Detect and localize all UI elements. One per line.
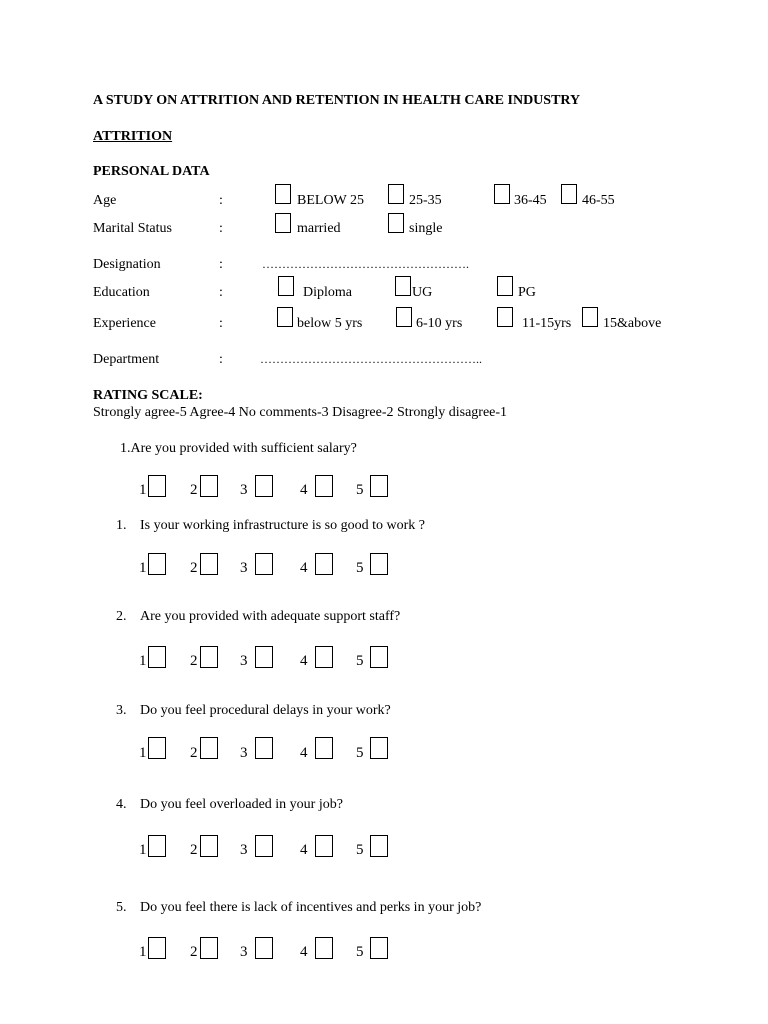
rating-label: 1 bbox=[139, 745, 147, 761]
rating-label: 4 bbox=[300, 653, 308, 669]
rating-box-3[interactable] bbox=[255, 737, 273, 759]
education-option-ug: UG bbox=[412, 285, 433, 300]
question-text: Are you provided with sufficient salary? bbox=[130, 441, 357, 456]
rating-label: 5 bbox=[356, 745, 364, 761]
rating-box-2[interactable] bbox=[200, 937, 218, 959]
age-label: Age bbox=[93, 193, 117, 208]
age-option-25-35: 25-35 bbox=[409, 193, 442, 208]
document-title: A STUDY ON ATTRITION AND RETENTION IN HEALTH CARE INDUSTRY bbox=[93, 93, 581, 108]
rating-label: 1 bbox=[139, 653, 147, 669]
experience-option-15-above: 15&above bbox=[603, 316, 662, 331]
rating-box-4[interactable] bbox=[315, 646, 333, 668]
designation-colon: : bbox=[219, 257, 223, 272]
age-option-46-55: 46-55 bbox=[582, 193, 615, 208]
age-option-36-45: 36-45 bbox=[514, 193, 547, 208]
rating-label: 4 bbox=[300, 842, 308, 858]
rating-box-1[interactable] bbox=[148, 737, 166, 759]
marital-option-married: married bbox=[297, 221, 341, 236]
age-colon: : bbox=[219, 193, 223, 208]
rating-box-2[interactable] bbox=[200, 835, 218, 857]
rating-label: 2 bbox=[190, 482, 198, 498]
experience-checkbox-11-15[interactable] bbox=[497, 307, 513, 327]
rating-box-1[interactable] bbox=[148, 646, 166, 668]
rating-label: 2 bbox=[190, 745, 198, 761]
rating-label: 2 bbox=[190, 560, 198, 576]
age-checkbox-25-35[interactable] bbox=[388, 184, 404, 204]
question-1 bbox=[120, 441, 357, 457]
rating-box-1[interactable] bbox=[148, 937, 166, 959]
experience-colon: : bbox=[219, 316, 223, 331]
designation-label: Designation bbox=[93, 257, 161, 272]
rating-box-4[interactable] bbox=[315, 475, 333, 497]
rating-box-4[interactable] bbox=[315, 737, 333, 759]
rating-box-4[interactable] bbox=[315, 553, 333, 575]
rating-box-3[interactable] bbox=[255, 553, 273, 575]
question-text: Is your working infrastructure is so good to work ? bbox=[140, 518, 426, 533]
experience-label: Experience bbox=[93, 316, 156, 331]
rating-label: 3 bbox=[240, 653, 248, 669]
section-heading-attrition: ATTRITION bbox=[93, 129, 173, 144]
question-number: 1. bbox=[116, 518, 127, 533]
rating-label: 1 bbox=[139, 842, 147, 858]
department-label: Department bbox=[93, 352, 160, 367]
rating-box-2[interactable] bbox=[200, 646, 218, 668]
age-option-below-25: BELOW 25 bbox=[297, 193, 365, 208]
rating-scale-legend: Strongly agree-5 Agree-4 No comments-3 Disagree-2 Strongly disagree-1 bbox=[93, 405, 508, 420]
rating-label: 4 bbox=[300, 745, 308, 761]
rating-label: 3 bbox=[240, 482, 248, 498]
rating-box-3[interactable] bbox=[255, 475, 273, 497]
marital-status-label: Marital Status bbox=[93, 221, 172, 236]
rating-label: 1 bbox=[139, 560, 147, 576]
rating-scale-heading: RATING SCALE: bbox=[93, 388, 203, 403]
rating-box-5[interactable] bbox=[370, 646, 388, 668]
rating-box-5[interactable] bbox=[370, 553, 388, 575]
education-colon: : bbox=[219, 285, 223, 300]
age-checkbox-36-45[interactable] bbox=[494, 184, 510, 204]
question-text: Do you feel overloaded in your job? bbox=[140, 797, 343, 812]
rating-label: 1 bbox=[139, 482, 147, 498]
personal-data-heading: PERSONAL DATA bbox=[93, 164, 210, 179]
rating-label: 4 bbox=[300, 944, 308, 960]
education-checkbox-diploma[interactable] bbox=[278, 276, 294, 296]
education-option-pg: PG bbox=[518, 285, 536, 300]
question-number: 4. bbox=[116, 797, 127, 812]
rating-box-3[interactable] bbox=[255, 835, 273, 857]
rating-box-3[interactable] bbox=[255, 646, 273, 668]
marital-option-single: single bbox=[409, 221, 443, 236]
rating-label: 3 bbox=[240, 944, 248, 960]
rating-box-2[interactable] bbox=[200, 553, 218, 575]
designation-blank-line[interactable]: ……………………………………………. bbox=[262, 257, 469, 271]
rating-label: 3 bbox=[240, 842, 248, 858]
education-option-diploma: Diploma bbox=[303, 285, 352, 300]
question-text: Do you feel there is lack of incentives and perks in your job? bbox=[140, 900, 482, 915]
education-checkbox-pg[interactable] bbox=[497, 276, 513, 296]
age-checkbox-below-25[interactable] bbox=[275, 184, 291, 204]
question-text: Do you feel procedural delays in your work? bbox=[140, 703, 391, 718]
rating-box-4[interactable] bbox=[315, 937, 333, 959]
rating-box-1[interactable] bbox=[148, 553, 166, 575]
rating-box-1[interactable] bbox=[148, 835, 166, 857]
rating-label: 5 bbox=[356, 560, 364, 576]
rating-label: 2 bbox=[190, 944, 198, 960]
rating-box-4[interactable] bbox=[315, 835, 333, 857]
marital-checkbox-married[interactable] bbox=[275, 213, 291, 233]
experience-option-below-5: below 5 yrs bbox=[297, 316, 363, 331]
rating-box-2[interactable] bbox=[200, 475, 218, 497]
rating-label: 5 bbox=[356, 482, 364, 498]
question-number: 2. bbox=[116, 609, 127, 624]
rating-label: 2 bbox=[190, 653, 198, 669]
experience-checkbox-15-above[interactable] bbox=[582, 307, 598, 327]
question-text: Are you provided with adequate support staff? bbox=[140, 609, 401, 624]
rating-label: 2 bbox=[190, 842, 198, 858]
rating-label: 5 bbox=[356, 842, 364, 858]
rating-label: 5 bbox=[356, 653, 364, 669]
experience-checkbox-below-5[interactable] bbox=[277, 307, 293, 327]
rating-box-1[interactable] bbox=[148, 475, 166, 497]
rating-label: 4 bbox=[300, 560, 308, 576]
experience-checkbox-6-10[interactable] bbox=[396, 307, 412, 327]
rating-label: 3 bbox=[240, 745, 248, 761]
education-checkbox-ug[interactable] bbox=[395, 276, 411, 296]
rating-box-5[interactable] bbox=[370, 937, 388, 959]
age-checkbox-46-55[interactable] bbox=[561, 184, 577, 204]
rating-label: 3 bbox=[240, 560, 248, 576]
marital-checkbox-single[interactable] bbox=[388, 213, 404, 233]
experience-option-11-15: 11-15yrs bbox=[522, 316, 572, 331]
rating-box-5[interactable] bbox=[370, 835, 388, 857]
rating-box-2[interactable] bbox=[200, 737, 218, 759]
rating-label: 1 bbox=[139, 944, 147, 960]
experience-option-6-10: 6-10 yrs bbox=[416, 316, 463, 331]
question-number: 1. bbox=[120, 441, 131, 456]
department-blank-line[interactable]: ……………………………………………….. bbox=[260, 352, 482, 366]
department-colon: : bbox=[219, 352, 223, 367]
rating-box-5[interactable] bbox=[370, 737, 388, 759]
rating-label: 5 bbox=[356, 944, 364, 960]
question-number: 3. bbox=[116, 703, 127, 718]
rating-box-5[interactable] bbox=[370, 475, 388, 497]
education-label: Education bbox=[93, 285, 150, 300]
marital-status-colon: : bbox=[219, 221, 223, 236]
rating-box-3[interactable] bbox=[255, 937, 273, 959]
question-number: 5. bbox=[116, 900, 127, 915]
rating-label: 4 bbox=[300, 482, 308, 498]
